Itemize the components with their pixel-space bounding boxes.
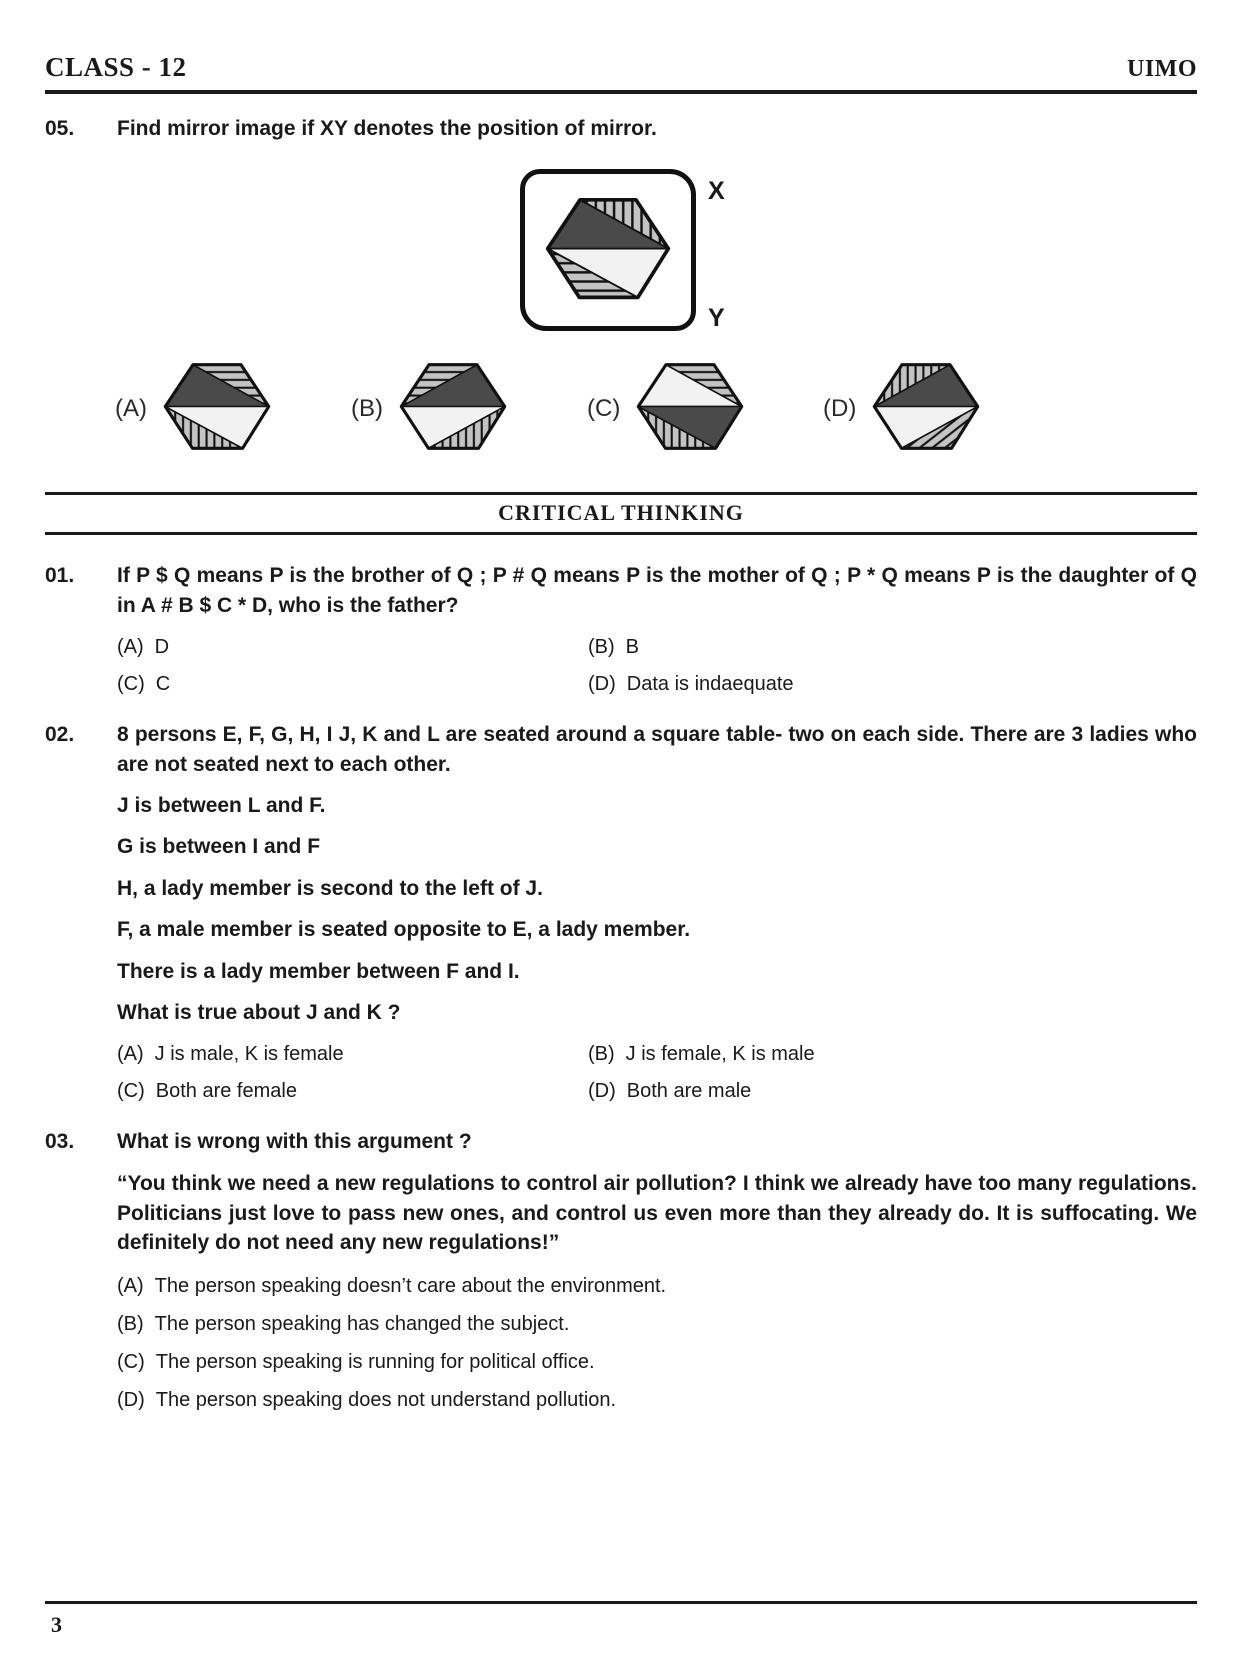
option-label: (B) xyxy=(117,1313,144,1336)
option-hexagon-figure xyxy=(635,359,745,458)
question-01 xyxy=(45,561,1197,620)
question-text: 8 persons E, F, G, H, I J, K and L are seated around a square table- two on each side. There are 3 ladies who are not seated next to each other. xyxy=(117,723,1197,776)
mirror-box xyxy=(520,169,696,331)
q05-option-b xyxy=(351,359,587,458)
option-label: (D) xyxy=(117,1389,145,1412)
option-label: (C) xyxy=(587,394,621,422)
option-hexagon-figure xyxy=(398,359,508,458)
q03-options xyxy=(45,1262,1197,1414)
section-banner xyxy=(45,492,1197,535)
q03-option-c xyxy=(117,1348,1197,1376)
hexagon-figure xyxy=(162,359,272,453)
question-text: What is wrong with this argument ? xyxy=(117,1130,472,1154)
option-label: (B) xyxy=(588,636,615,659)
question-number: 01. xyxy=(45,564,75,588)
option-label: (A) xyxy=(117,636,144,659)
q01-option-c xyxy=(117,670,588,698)
exam-name: UIMO xyxy=(1127,56,1197,82)
option-label: (C) xyxy=(117,673,145,696)
option-text: B xyxy=(625,636,640,659)
option-text: D xyxy=(154,636,170,659)
q05-option-d xyxy=(823,359,1059,458)
option-label: (D) xyxy=(588,673,616,696)
option-label: (B) xyxy=(351,394,383,422)
q01-option-b xyxy=(588,633,1197,661)
q02-condition: H, a lady member is second to the left of J. xyxy=(117,876,543,900)
question-02 xyxy=(45,720,1197,779)
hexagon-figure xyxy=(544,193,672,303)
option-label: (A) xyxy=(117,1043,144,1066)
option-text: The person speaking does not understand pollution. xyxy=(155,1389,617,1412)
option-label: (D) xyxy=(588,1080,616,1103)
q03-option-a xyxy=(117,1272,1197,1300)
q02-condition: There is a lady member between F and I. xyxy=(117,959,520,983)
option-text: The person speaking doesn’t care about the environment. xyxy=(154,1275,667,1298)
q02-condition: F, a male member is seated opposite to E, a lady member. xyxy=(117,918,691,942)
question-03 xyxy=(45,1127,1197,1156)
option-label: (A) xyxy=(117,1275,144,1298)
option-text: Both are female xyxy=(155,1080,297,1103)
option-text: Both are male xyxy=(626,1080,752,1103)
page-number: 3 xyxy=(51,1612,62,1637)
q01-option-a xyxy=(117,633,588,661)
q01-options xyxy=(45,633,1197,698)
option-label: (C) xyxy=(117,1351,145,1374)
q05-option-c xyxy=(587,359,823,458)
q05-option-a xyxy=(115,359,351,458)
hexagon-figure xyxy=(398,359,508,453)
question-number: 03. xyxy=(45,1130,75,1154)
q02-condition: J is between L and F. xyxy=(117,793,326,817)
question-hexagon-figure xyxy=(544,193,672,308)
option-label: (A) xyxy=(115,394,147,422)
class-title: CLASS - 12 xyxy=(45,52,187,82)
q02-condition: G is between I and F xyxy=(117,835,321,859)
q02-option-a xyxy=(117,1040,588,1068)
q02-option-c xyxy=(117,1077,588,1105)
question-05 xyxy=(45,114,1197,143)
q02-option-d xyxy=(588,1077,1197,1105)
option-text: J is male, K is female xyxy=(154,1043,344,1066)
mirror-axis-labels xyxy=(708,169,725,335)
q03-option-d xyxy=(117,1386,1197,1414)
question-text: If P $ Q means P is the brother of Q ; P # Q means P is the mother of Q ; P * Q means P is the daughter of Q in A # B $ C * D, who is the father? xyxy=(117,564,1197,617)
option-label: (C) xyxy=(117,1080,145,1103)
page-footer xyxy=(45,1601,1197,1654)
section-title: CRITICAL THINKING xyxy=(498,500,744,526)
mirror-figure xyxy=(520,169,1197,335)
hexagon-figure xyxy=(871,359,981,453)
option-hexagon-figure xyxy=(162,359,272,458)
option-text: J is female, K is male xyxy=(625,1043,815,1066)
page-header xyxy=(45,52,1197,94)
q01-option-d xyxy=(588,670,1197,698)
question-text: Find mirror image if XY denotes the position of mirror. xyxy=(117,117,657,140)
option-hexagon-figure xyxy=(871,359,981,458)
option-label: (B) xyxy=(588,1043,615,1066)
q03-argument-quote: “You think we need a new regulations to control air pollution? I think we already have too many regulations. Politicians just love to pass new ones, and control us even more than they already do. It is suffocating. We definitely do not need any new regulations!” xyxy=(117,1171,1197,1255)
option-text: The person speaking is running for political office. xyxy=(155,1351,595,1374)
hexagon-figure xyxy=(635,359,745,453)
q05-answer-figures xyxy=(45,359,1197,458)
question-number: 05. xyxy=(45,117,75,140)
mirror-label-y: Y xyxy=(708,304,725,333)
option-label: (D) xyxy=(823,394,857,422)
q02-options xyxy=(45,1040,1197,1105)
question-number: 02. xyxy=(45,723,75,747)
option-text: The person speaking has changed the subject. xyxy=(154,1313,570,1336)
q02-option-b xyxy=(588,1040,1197,1068)
option-text: Data is indaequate xyxy=(626,673,794,696)
option-text: C xyxy=(155,673,171,696)
mirror-label-x: X xyxy=(708,177,725,206)
q02-question-stem: What is true about J and K ? xyxy=(117,1000,401,1024)
q03-option-b xyxy=(117,1310,1197,1338)
